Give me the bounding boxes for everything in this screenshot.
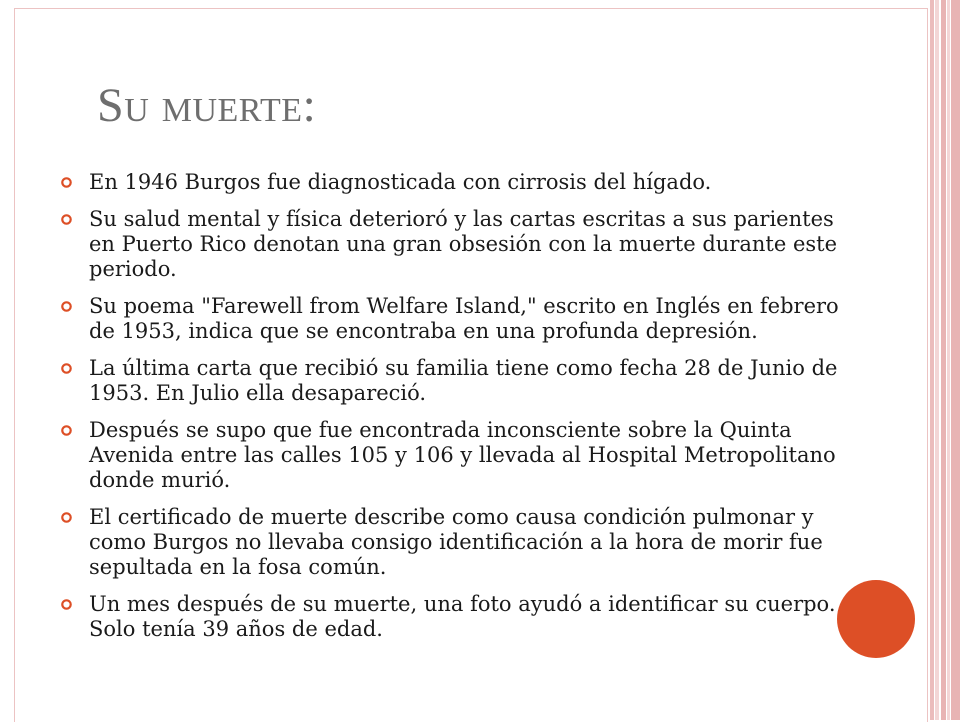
ring-bullet-icon xyxy=(60,176,73,189)
bullet-text: La última carta que recibió su familia tiene como fecha 28 de Junio de 1953. En Julio ella desapareció. xyxy=(89,356,838,405)
list-item xyxy=(60,356,850,406)
list-item xyxy=(60,170,850,195)
decorative-stripe xyxy=(951,0,960,720)
ring-bullet-icon xyxy=(60,424,73,437)
ring-bullet-icon xyxy=(60,362,73,375)
accent-circle xyxy=(837,580,915,658)
bullet-text: Su poema "Farewell from Welfare Island," escrito en Inglés en febrero de 1953, indica que se encontraba en una profunda depresión. xyxy=(89,294,839,343)
bullet-text: En 1946 Burgos fue diagnosticada con cirrosis del hígado. xyxy=(89,170,712,194)
ring-bullet-icon xyxy=(60,598,73,611)
list-item xyxy=(60,418,850,493)
bullet-text: Su salud mental y física deterioró y las cartas escritas a sus parientes en Puerto Rico denotan una gran obsesión con la muerte durante este periodo. xyxy=(89,207,838,281)
decorative-stripe xyxy=(935,0,939,720)
list-item xyxy=(60,592,850,642)
list-item xyxy=(60,207,850,282)
slide-title: Su muerte: xyxy=(97,79,317,132)
bullet-list xyxy=(60,170,850,654)
bullet-text: El certificado de muerte describe como causa condición pulmonar y como Burgos no llevaba consigo identificación a la hora de morir fue sepultada en la fosa común. xyxy=(89,505,823,579)
bullet-text: Después se supo que fue encontrada inconsciente sobre la Quinta Avenida entre las calles 105 y 106 y llevada al Hospital Metropolitano donde murió. xyxy=(89,418,836,492)
list-item xyxy=(60,294,850,344)
decorative-stripe xyxy=(941,0,946,720)
ring-bullet-icon xyxy=(60,511,73,524)
ring-bullet-icon xyxy=(60,300,73,313)
ring-bullet-icon xyxy=(60,213,73,226)
bullet-text: Un mes después de su muerte, una foto ayudó a identificar su cuerpo. Solo tenía 39 años de edad. xyxy=(89,592,836,641)
list-item xyxy=(60,505,850,580)
decorative-stripe xyxy=(930,0,934,720)
decorative-stripe xyxy=(947,0,950,720)
